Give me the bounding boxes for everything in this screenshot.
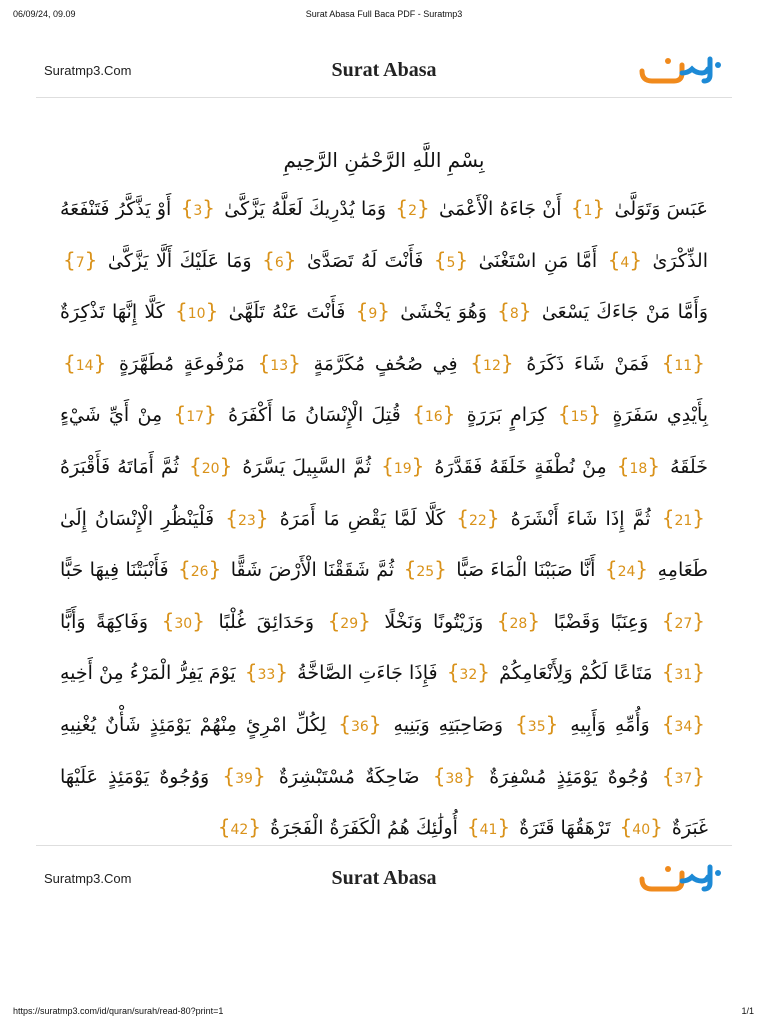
verse xyxy=(171,198,386,220)
verse xyxy=(401,404,547,426)
verse-number-marker: {3} xyxy=(180,196,215,220)
verse-number: 20 xyxy=(201,460,220,477)
verse xyxy=(386,198,561,220)
verse-number-marker: {17} xyxy=(173,402,217,427)
verse xyxy=(148,608,315,633)
verse xyxy=(487,301,708,323)
verse xyxy=(215,817,458,839)
verse-number-marker: {1} xyxy=(570,196,606,220)
verse xyxy=(503,711,650,736)
verse-text: مَرْفُوعَةٍ مُطَهَّرَةٍ xyxy=(119,352,245,375)
verse-number: 23 xyxy=(238,512,256,529)
verse xyxy=(209,763,420,788)
verse xyxy=(547,404,709,426)
verse-number-marker: {28} xyxy=(496,608,541,633)
verse-number: 24 xyxy=(617,564,636,581)
verse-number: 28 xyxy=(509,615,528,632)
verse-text: وَمَا عَلَيْكَ أَلَّا يَزَّكَّىٰ xyxy=(107,249,252,272)
verse-number-marker: {42} xyxy=(217,815,262,840)
verse-number: 3 xyxy=(193,203,203,219)
verse-number: 8 xyxy=(509,306,519,323)
verse-number-marker: {21} xyxy=(661,505,706,530)
verse xyxy=(214,505,446,530)
verse xyxy=(169,559,395,581)
verse-number: 21 xyxy=(674,512,693,529)
verse-number-marker: {24} xyxy=(604,557,649,582)
verse-number: 18 xyxy=(629,460,648,477)
verse-text: أَنَّا صَبَبْنَا الْمَاءَ صَبًّا xyxy=(456,559,596,582)
verse-number-marker: {19} xyxy=(381,453,425,478)
surah-content xyxy=(60,138,708,855)
verse-number: 27 xyxy=(674,615,693,632)
verse-list xyxy=(60,184,708,855)
verse-number-marker: {27} xyxy=(661,608,705,633)
verse-number-marker: {30} xyxy=(161,608,205,633)
verse-text: ثُمَّ أَمَاتَهُ فَأَقْبَرَهُ xyxy=(60,455,179,478)
verse-text: بِأَيْدِي سَفَرَةٍ xyxy=(612,404,709,427)
verse xyxy=(60,350,245,375)
verse-number-marker: {16} xyxy=(412,402,456,427)
verse-number-marker: {8} xyxy=(497,299,532,324)
verse xyxy=(236,662,438,684)
verse-number-marker: {13} xyxy=(257,350,301,375)
verse-number-marker: {10} xyxy=(175,299,219,324)
verse xyxy=(245,350,458,375)
verse-number: 19 xyxy=(393,460,412,477)
verse-number: 38 xyxy=(445,770,464,787)
verse-text: ثُمَّ إِذَا شَاءَ أَنْشَرَهُ xyxy=(510,507,651,530)
verse-number: 10 xyxy=(187,306,206,323)
verse-text: فَمَنْ شَاءَ ذَكَرَهُ xyxy=(526,352,649,375)
verse-number-marker: {38} xyxy=(432,763,476,788)
verse xyxy=(314,608,484,633)
verse xyxy=(458,350,649,375)
verse-text: ثُمَّ السَّبِيلَ يَسَّرَهُ xyxy=(242,455,372,478)
verse-number: 33 xyxy=(257,667,276,684)
suratmp3-logo-icon[interactable] xyxy=(638,861,724,895)
site-header xyxy=(36,48,732,92)
verse-text: مِنْ نُطْفَةٍ خَلَقَهُ فَقَدَّرَهُ xyxy=(434,455,607,478)
verse xyxy=(60,247,252,272)
verse-text: مِنْ أَيِّ شَيْءٍ خَلَقَهُ xyxy=(60,404,708,478)
verse-number: 1 xyxy=(583,203,593,219)
verse-number: 17 xyxy=(186,409,205,426)
verse-text: أَوْ يَذَّكَّرُ فَتَنْفَعَهُ الذِّكْرَىٰ xyxy=(60,198,708,272)
verse-number-marker: {22} xyxy=(456,505,500,530)
verse xyxy=(165,301,346,323)
verse-text: وَوُجُوهٌ يَوْمَئِذٍ عَلَيْهَا غَبَرَةٌ xyxy=(60,765,708,840)
verse-number: 42 xyxy=(230,822,249,839)
verse-number-marker: {15} xyxy=(557,402,602,427)
verse-number-marker: {7} xyxy=(63,247,98,272)
verse-number-marker: {32} xyxy=(446,660,490,685)
verse-text: وَعِنَبًا وَقَضْبًا xyxy=(553,610,649,633)
basmalah: بِسْمِ اللَّهِ الرَّحْمَٰنِ الرَّحِيمِ xyxy=(283,148,485,172)
verse-text: فِي صُحُفٍ مُكَرَّمَةٍ xyxy=(313,352,458,375)
verse-text: عَبَسَ وَتَوَلَّىٰ xyxy=(614,198,708,220)
verse-text: وَزَيْتُونًا وَنَخْلًا xyxy=(384,610,484,633)
print-url: https://suratmp3.com/id/quran/surah/read-80?print=1 xyxy=(13,1006,224,1016)
verse-number-marker: {14} xyxy=(63,350,107,375)
verse-number-marker: {34} xyxy=(661,711,705,736)
verse-number-marker: {37} xyxy=(661,763,705,788)
verse-number: 11 xyxy=(674,357,693,374)
header-divider xyxy=(36,97,732,98)
verse-number: 41 xyxy=(479,822,498,839)
verse xyxy=(483,608,649,633)
verse xyxy=(419,763,649,788)
verse-text: كِرَامٍ بَرَرَةٍ xyxy=(466,404,547,427)
verse-number: 40 xyxy=(632,822,651,839)
verse xyxy=(394,559,595,581)
verse-text: وَحَدَائِقَ غُلْبًا xyxy=(218,610,315,633)
verse-text: كَلَّا إِنَّهَا تَذْكِرَةٌ xyxy=(60,301,165,324)
verse-text: وَأَمَّا مَنْ جَاءَكَ يَسْعَىٰ xyxy=(541,301,709,324)
print-page-number: 1/1 xyxy=(741,1006,754,1016)
verse-number: 2 xyxy=(408,203,418,219)
verse-number-marker: {11} xyxy=(661,350,705,375)
verse-number-marker: {9} xyxy=(355,299,391,324)
verse-number-marker: {40} xyxy=(619,815,663,840)
verse-number: 26 xyxy=(190,564,209,581)
verse-number: 30 xyxy=(174,615,193,632)
verse-number-marker: {36} xyxy=(338,711,382,736)
verse xyxy=(423,247,598,272)
verse-number: 14 xyxy=(75,357,94,374)
verse-text: كَلَّا لَمَّا يَقْضِ مَا أَمَرَهُ xyxy=(279,507,446,530)
verse xyxy=(252,247,424,272)
verse-text: وَفَاكِهَةً وَأَبًّا xyxy=(60,610,149,633)
verse-number: 22 xyxy=(469,512,487,529)
verse xyxy=(179,453,372,478)
verse-number: 31 xyxy=(674,667,693,684)
verse-number: 15 xyxy=(570,409,589,426)
verse-text: فَأَنْتَ لَهُ تَصَدَّىٰ xyxy=(306,249,424,272)
verse-text: ضَاحِكَةٌ مُسْتَبْشِرَةٌ xyxy=(278,765,420,788)
verse-number-marker: {12} xyxy=(470,350,514,375)
verse-text: وَصَاحِبَتِهِ وَبَنِيهِ xyxy=(393,713,504,736)
verse-text: وُجُوهٌ يَوْمَئِذٍ مُسْفِرَةٌ xyxy=(489,765,649,788)
verse-number-marker: {20} xyxy=(189,453,233,478)
verse-text: وَهُوَ يَخْشَىٰ xyxy=(400,301,487,324)
verse-number: 12 xyxy=(483,357,501,374)
verse-number: 9 xyxy=(368,306,378,323)
verse-number: 34 xyxy=(674,718,693,735)
verse-text: قُتِلَ الْإِنْسَانُ مَا أَكْفَرَهُ xyxy=(228,404,401,427)
verse-number-marker: {26} xyxy=(178,557,222,582)
verse-text: ثُمَّ شَقَقْنَا الْأَرْضَ شَقًّا xyxy=(230,559,395,582)
verse-text: فَأَنْتَ عَنْهُ تَلَهَّىٰ xyxy=(228,301,346,324)
verse-number: 16 xyxy=(424,409,443,426)
verse-number-marker: {5} xyxy=(433,247,469,272)
verse-number: 36 xyxy=(351,718,369,735)
verse-number-marker: {4} xyxy=(607,247,643,272)
verse-text: أَنْ جَاءَهُ الْأَعْمَىٰ xyxy=(439,198,562,220)
surah-title: Surat Abasa xyxy=(331,866,437,889)
surah-title: Surat Abasa xyxy=(331,58,437,81)
verse-text: مَتَاعًا لَكُمْ وَلِأَنْعَامِكُمْ xyxy=(499,662,653,685)
verse xyxy=(438,662,653,684)
verse-number: 13 xyxy=(270,357,289,374)
verse xyxy=(562,198,708,220)
verse-text: تَرْهَقُهَا قَتَرَةٌ xyxy=(519,817,611,840)
verse-number-marker: {6} xyxy=(262,247,297,272)
verse-number-marker: {41} xyxy=(466,815,511,840)
verse-number: 39 xyxy=(235,770,253,787)
verse-text: فَإِذَا جَاءَتِ الصَّاخَّةُ xyxy=(297,662,438,685)
verse xyxy=(371,453,607,478)
verse-number-marker: {31} xyxy=(661,660,705,685)
verse-number-marker: {39} xyxy=(222,763,266,788)
verse-number: 37 xyxy=(674,770,693,787)
verse-text: لِكُلِّ امْرِئٍ مِنْهُمْ يَوْمَئِذٍ شَأْنٌ يُغْنِيهِ xyxy=(60,713,327,736)
verse-number-marker: {33} xyxy=(244,660,289,685)
verse-number: 32 xyxy=(459,667,478,684)
verse xyxy=(458,817,611,839)
verse-number-marker: {25} xyxy=(403,557,447,582)
verse xyxy=(445,505,651,530)
verse-number: 7 xyxy=(75,254,85,271)
verse-text: أَمَّا مَنِ اسْتَغْنَىٰ xyxy=(478,249,598,272)
verse-number: 4 xyxy=(620,254,630,271)
verse-text: وَمَا يُدْرِيكَ لَعَلَّهُ يَزَّكَّىٰ xyxy=(224,198,387,220)
verse-number-marker: {29} xyxy=(327,608,371,633)
verse-number-marker: {23} xyxy=(225,505,269,530)
verse-text: وَأُمِّهِ وَأَبِيهِ xyxy=(570,713,650,736)
verse-number-marker: {35} xyxy=(515,711,559,736)
verse-number: 29 xyxy=(340,615,359,632)
suratmp3-logo-icon[interactable] xyxy=(638,53,724,87)
verse xyxy=(345,301,487,323)
verse-text: فَأَنْبَتْنَا فِيهَا حَبًّا xyxy=(60,559,169,582)
footer-divider xyxy=(36,845,732,846)
verse xyxy=(162,404,401,426)
verse-text: أُولَٰئِكَ هُمُ الْكَفَرَةُ الْفَجَرَةُ xyxy=(270,817,458,840)
verse-number-marker: {2} xyxy=(395,196,430,220)
verse-number: 6 xyxy=(274,254,284,271)
verse-text: يَوْمَ يَفِرُّ الْمَرْءُ مِنْ أَخِيهِ xyxy=(60,662,236,685)
print-page-title: Surat Abasa Full Baca PDF - Suratmp3 xyxy=(305,9,463,19)
verse xyxy=(326,711,504,736)
site-header-repeat xyxy=(36,856,732,900)
print-date: 06/09/24, 09.09 xyxy=(13,9,76,19)
verse-text: فَلْيَنْظُرِ الْإِنْسَانُ إِلَىٰ طَعَامِهِ xyxy=(60,507,709,582)
site-name-link[interactable]: Suratmp3.Com xyxy=(44,62,132,78)
verse-number: 5 xyxy=(446,254,456,271)
site-name-link[interactable]: Suratmp3.Com xyxy=(44,870,132,886)
verse-number: 25 xyxy=(416,564,435,581)
verse-number: 35 xyxy=(527,718,546,735)
verse-number-marker: {18} xyxy=(616,453,661,478)
